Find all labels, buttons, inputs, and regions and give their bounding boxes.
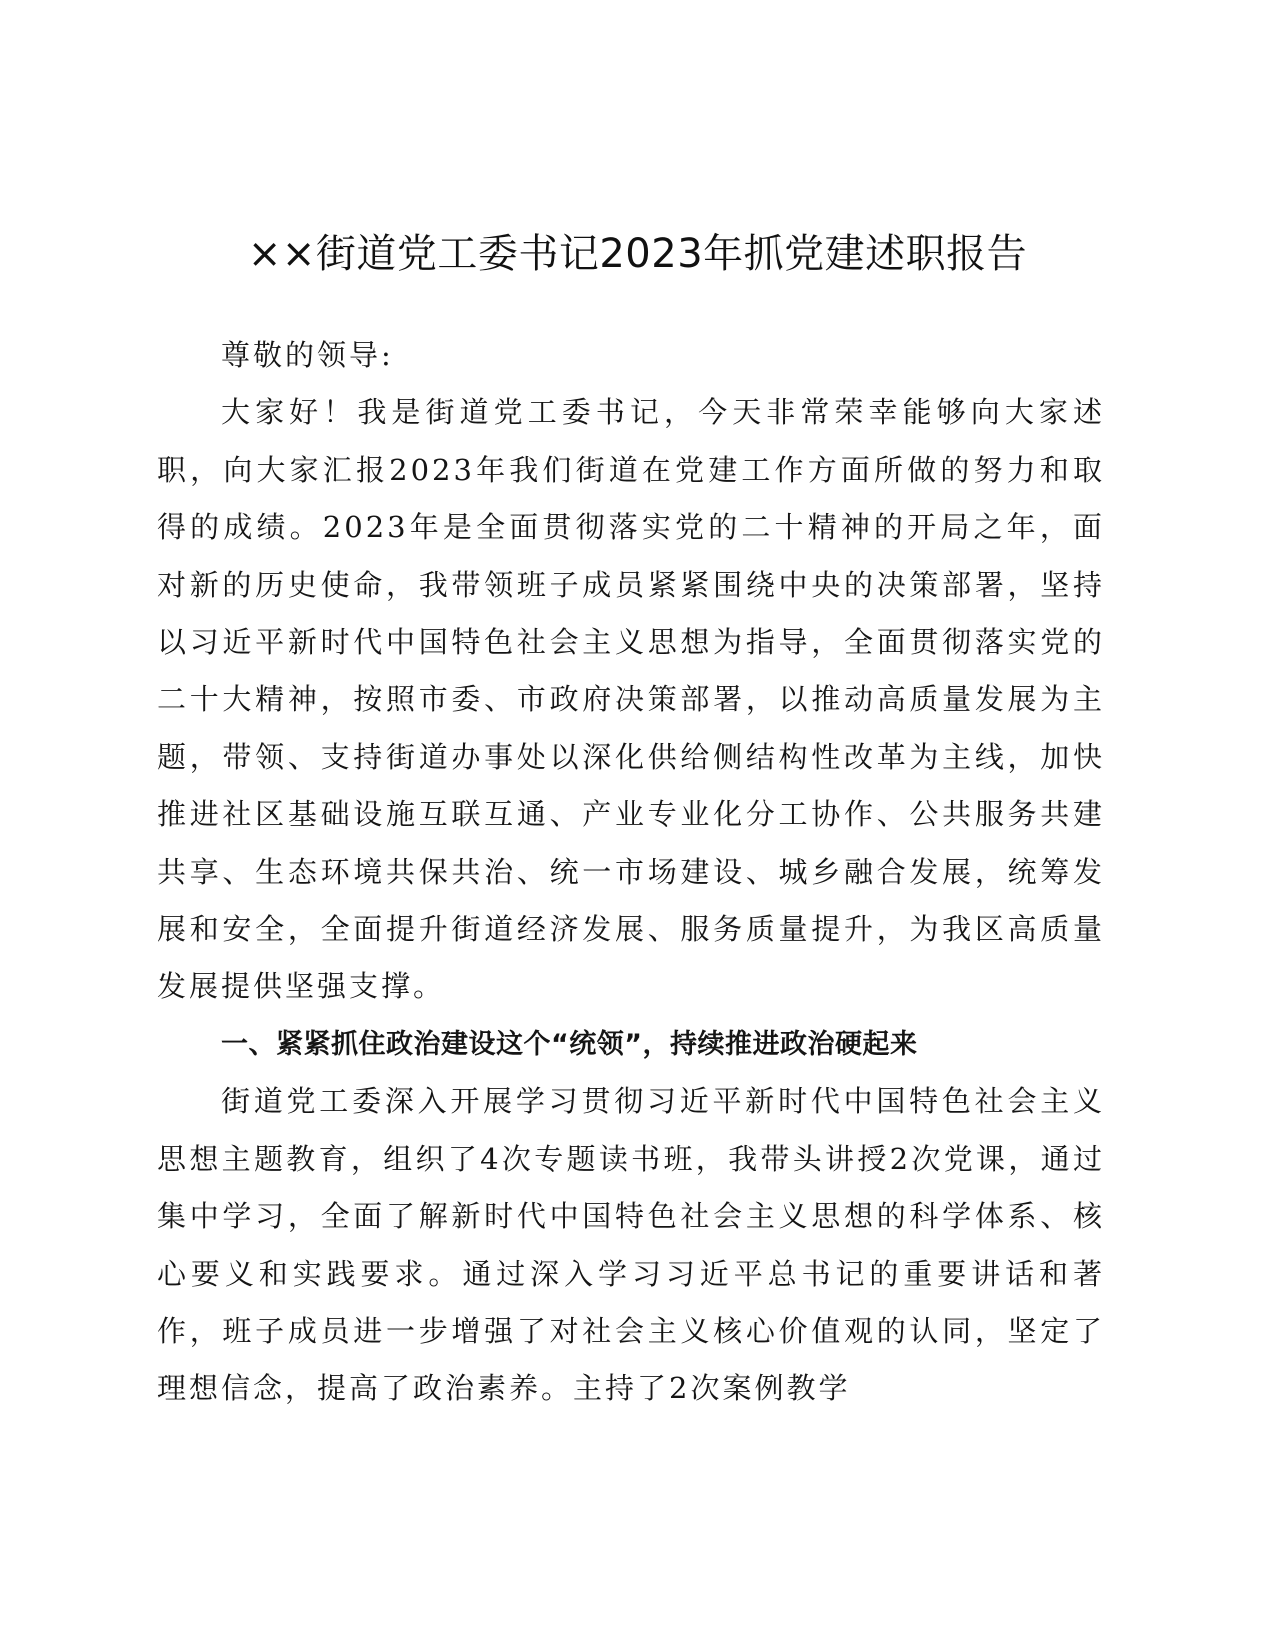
section-heading: 一、紧紧抓住政治建设这个“统领”，持续推进政治硬起来 <box>221 1028 918 1060</box>
section-paragraph: 街道党工委深入开展学习贯彻习近平新时代中国特色社会主义思想主题教育，组织了4次专题读书班，我带头讲授2次党课，通过集中学习，全面了解新时代中国特色社会主义思想的科学体系、核心要义和实践要求。通过深入学习习近平总书记的重要讲话和著作，班子成员进一步增强了对社会主义核心价值观的认同，坚定了理想信念，提高了政治素养。主持了2次案例教学 <box>157 1084 1105 1406</box>
document-title: ××街道党工委书记2023年抓党建述职报告 <box>247 231 1028 277</box>
intro-paragraph: 大家好！我是街道党工委书记，今天非常荣幸能够向大家述职，向大家汇报2023年我们街道在党建工作方面所做的努力和取得的成绩。2023年是全面贯彻落实党的二十精神的开局之年，面对新的历史使命，我带领班子成员紧紧围绕中央的决策部署，坚持以习近平新时代中国特色社会主义思想为指导，全面贯彻落实党的二十大精神，按照市委、市政府决策部署，以推动高质量发展为主题，带领、支持街道办事处以深化供给侧结构性改革为主线，加快推进社区基础设施互联互通、产业专业化分工协作、公共服务共建共享、生态环境共保共治、统一市场建设、城乡融合发展，统筹发展和安全，全面提升街道经济发展、服务质量提升，为我区高质量发展提供坚强支撑。 <box>157 395 1105 1004</box>
salutation: 尊敬的领导: <box>221 338 394 372</box>
document-body <box>157 327 1105 1418</box>
